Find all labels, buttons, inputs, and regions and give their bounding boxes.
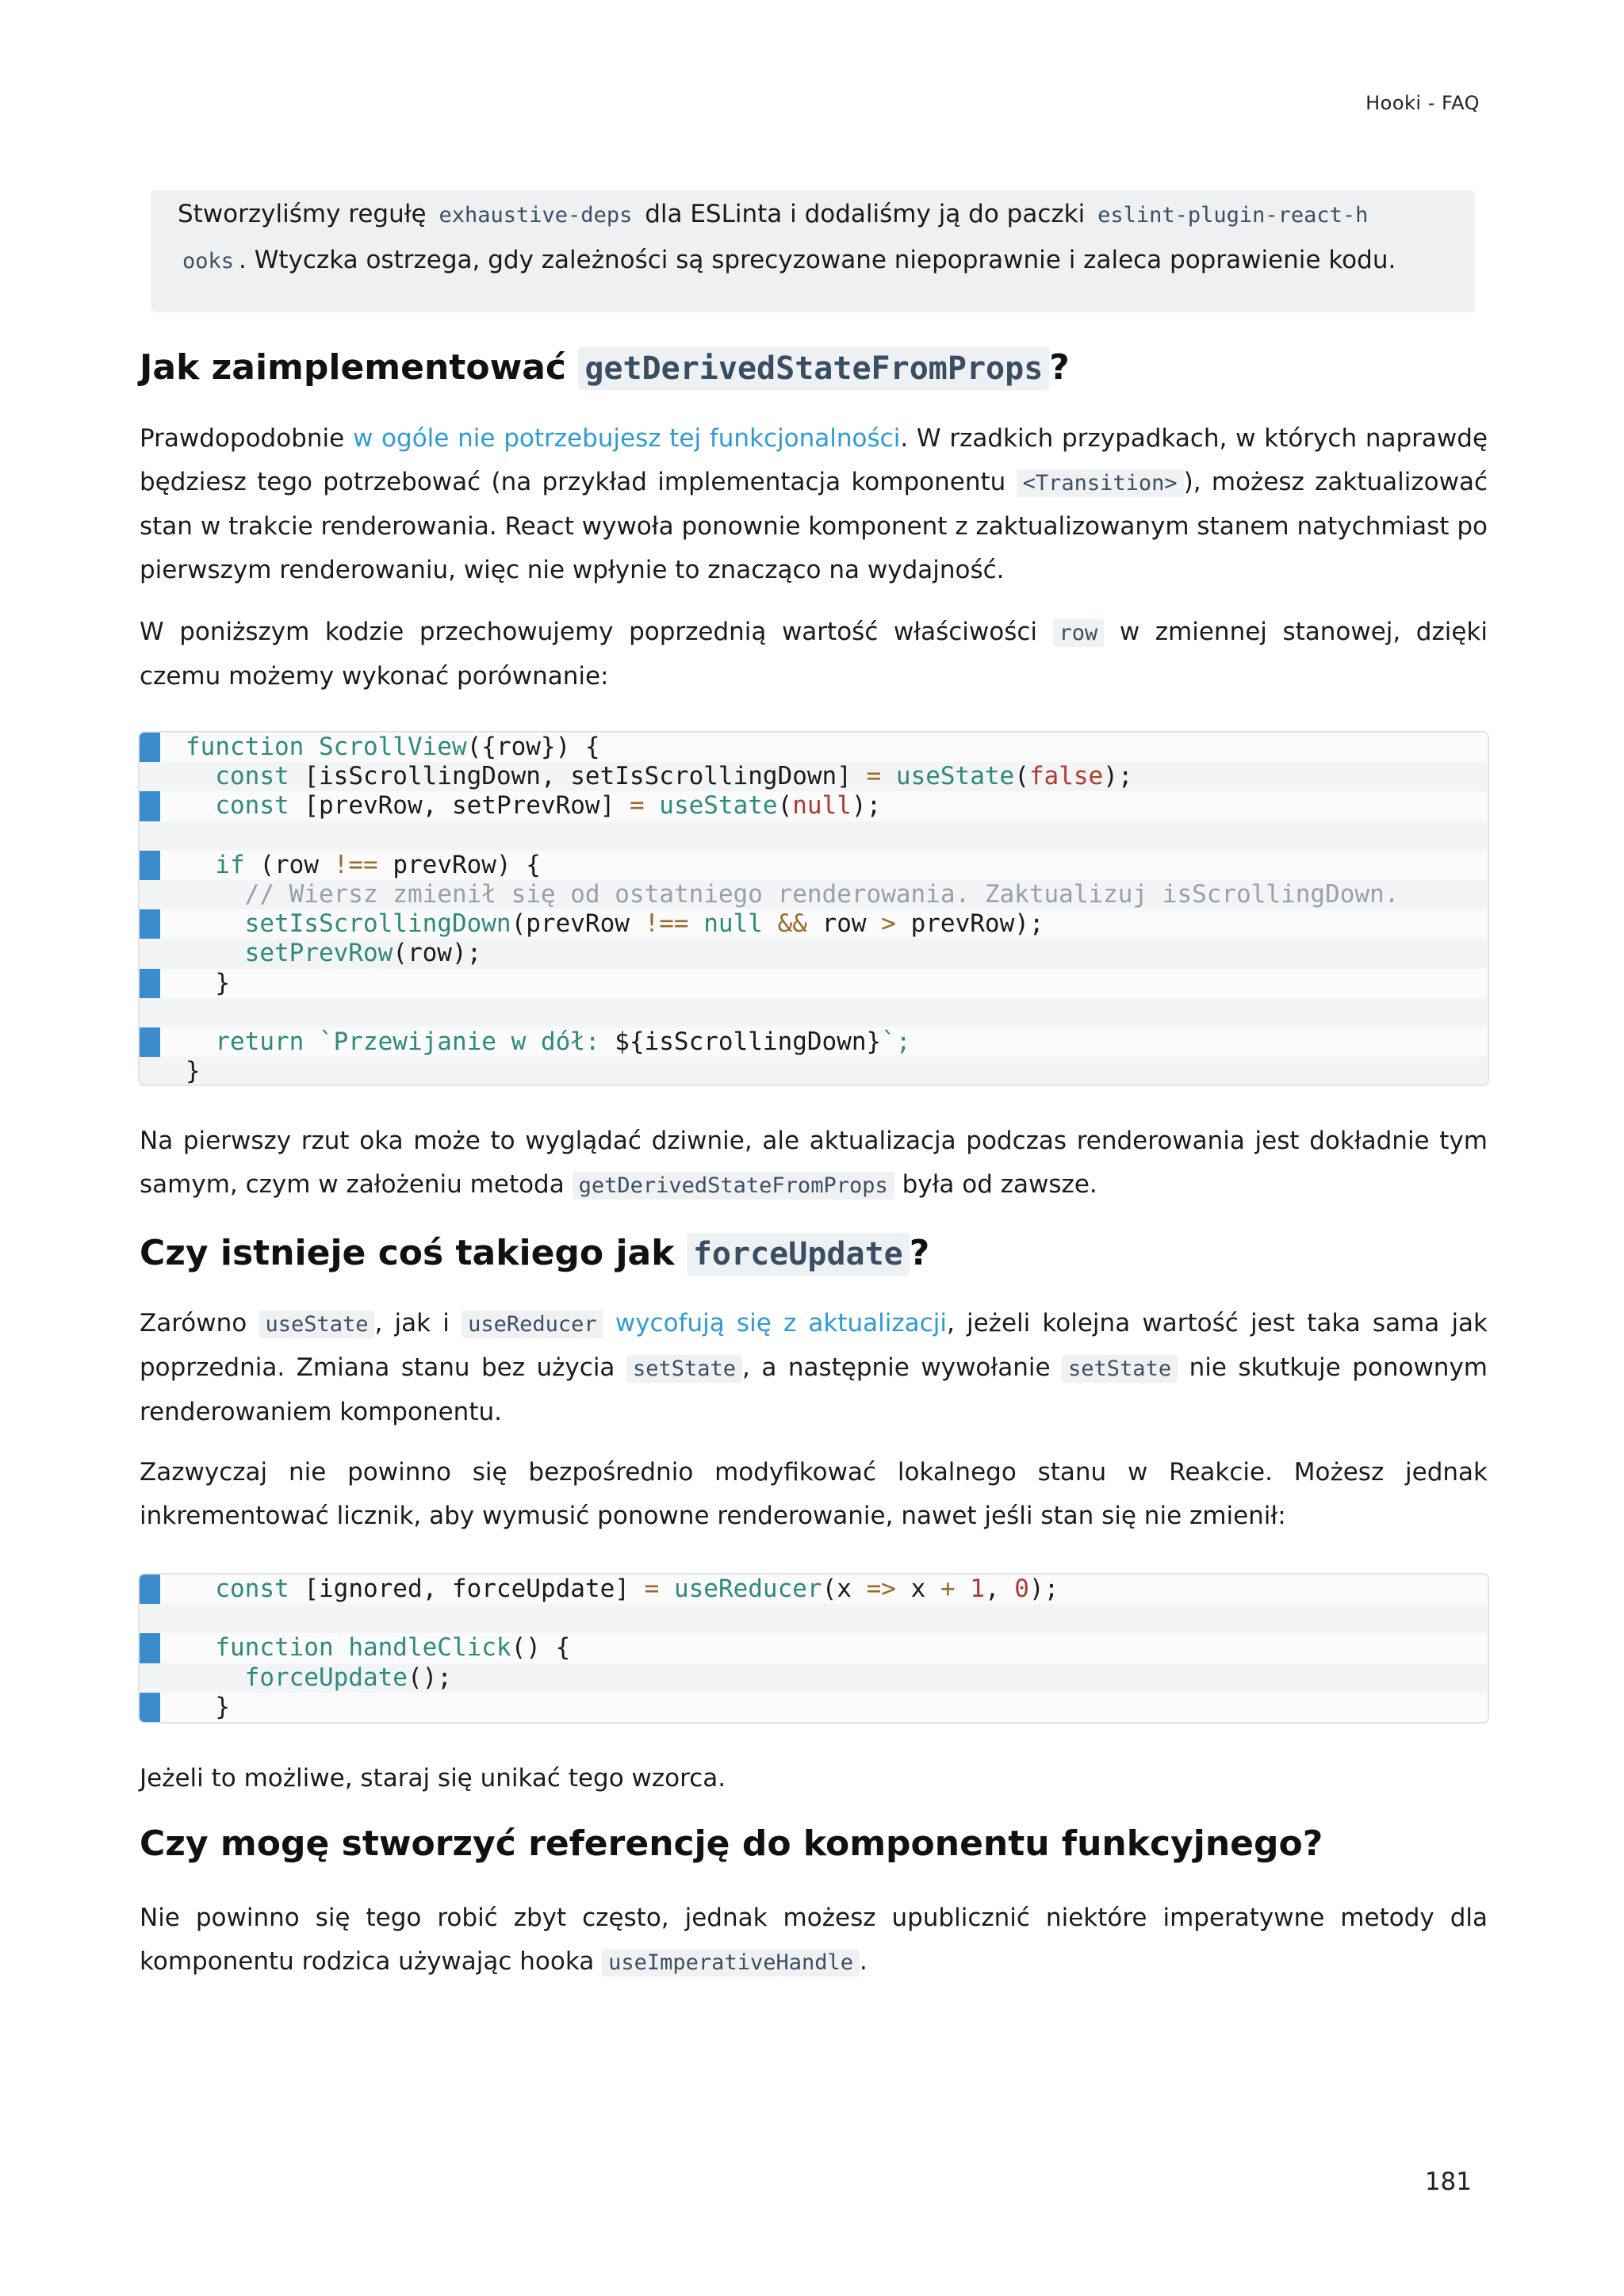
code-token: setIsScrollingDown [244, 909, 511, 939]
paragraph-intro [140, 417, 1488, 592]
code-token: () { [511, 1633, 571, 1663]
code-token: useState [895, 762, 1015, 791]
paragraph-usestate-bailout [140, 1302, 1488, 1434]
code-token: `Przewijanie w dół: [318, 1027, 615, 1056]
code-token: function [215, 1633, 334, 1663]
code-line: const [prevRow, setPrevRow] = useState(null); [215, 791, 882, 821]
code-token: prevRow) { [393, 850, 541, 879]
code-token: ${isScrollingDown} [615, 1027, 882, 1056]
inline-code-setstate: setState [626, 1355, 742, 1383]
paragraph-imperative-handle [140, 1896, 1488, 1984]
code-line: const [isScrollingDown, setIsScrollingDown] = useState(false); [140, 762, 1489, 791]
note-text-part: . Wtyczka ostrzega, gdy zależności są sprecyzowane niepoprawnie i zaleca poprawienie kodu. [239, 246, 1396, 274]
code-token: [ignored, forceUpdate] [304, 1575, 630, 1603]
text-part: , jak i [374, 1309, 462, 1337]
code-line [140, 1604, 1489, 1633]
code-line [186, 733, 1489, 762]
text-part: , jeżeli kolejna wartość jest taka sama jak poprzednia. Zmiana stanu bez użycia [140, 1309, 1488, 1382]
heading-text: Jak zaimplementować [140, 347, 579, 388]
code-token: if [215, 850, 245, 879]
text-part: . [860, 1947, 868, 1976]
running-header: Hooki - FAQ [1365, 92, 1480, 114]
code-token: prevRow); [910, 909, 1044, 939]
inline-code-row: row [1053, 619, 1105, 647]
code-token: (x [822, 1575, 852, 1603]
code-token: handleClick [348, 1633, 511, 1663]
text-part: , a następnie wywołanie [741, 1353, 1063, 1382]
text-part: W poniższym kodzie przechowujemy poprzednią wartość właściwości [140, 618, 1053, 646]
text-part: Na pierwszy rzut oka może to wyglądać dziwnie, ale aktualizacja podczas renderowania jest dokładnie tym samym, czym w założeniu metoda [140, 1127, 1488, 1199]
code-token: `; [881, 1027, 911, 1056]
inline-code-exhaustive-deps: exhaustive-deps [439, 203, 633, 228]
paragraph-increment: Zazwyczaj nie powinno się bezpośrednio modyfikować lokalnego stanu w Reakcie. Możesz jednak inkrementować licznik, aby wymusić ponowne renderowanie, nawet jeśli stan się nie zmienił: [140, 1458, 1488, 1530]
code-token: => [866, 1575, 896, 1603]
text-part: Nie powinno się tego robić zbyt często, jednak możesz upublicznić niektóre imperatywne metody dla komponentu rodzica używając hooka [140, 1904, 1488, 1976]
code-line [186, 1693, 1489, 1722]
code-token: const [215, 791, 289, 821]
code-line [186, 1633, 1489, 1663]
heading-getderivedstate [140, 347, 1070, 388]
heading-text: Czy istnieje coś takiego jak [140, 1233, 687, 1273]
inline-code-plugin: eslint-plugin-react-h [1097, 203, 1369, 228]
code-token: [prevRow, setPrevRow] [304, 791, 615, 821]
inline-code-usereducer: useReducer [462, 1311, 603, 1338]
code-block-forceupdate [138, 1573, 1489, 1724]
code-line [140, 998, 1489, 1027]
code-token: } [215, 968, 230, 997]
code-token: useReducer [673, 1575, 822, 1603]
inline-code-getderivedstate: getDerivedStateFromProps [573, 1172, 894, 1200]
code-token: (row [259, 850, 319, 879]
text-part: ), możesz zaktualizować stan w trakcie renderowania. React wywoła ponownie komponent z zaktualizowanym stanem natychmiast po pierwszym renderowaniu, więc nie wpłynie to znacząco na wydajność. [140, 468, 1488, 584]
code-token: null [703, 909, 763, 939]
code-block-scrollview [138, 731, 1489, 1086]
code-token: } [186, 1057, 201, 1086]
code-token: return [215, 1027, 304, 1056]
code-token: forceUpdate [244, 1663, 408, 1692]
heading-ref-function-component: Czy mogę stworzyć referencję do komponentu funkcyjnego? [140, 1823, 1323, 1864]
code-token: (); [407, 1663, 452, 1692]
inline-code-setstate-2: setState [1062, 1355, 1178, 1383]
text-part: Prawdopodobnie [140, 424, 353, 453]
code-token: = [644, 1575, 660, 1603]
code-token: setPrevRow [244, 939, 393, 968]
code-line [186, 1027, 1489, 1057]
code-token: ScrollView [318, 733, 467, 761]
code-line [140, 821, 1489, 851]
code-token: null [792, 791, 852, 821]
code-token: row [822, 909, 867, 939]
code-token: !== [644, 909, 689, 939]
inline-code-usestate: useState [259, 1311, 374, 1338]
code-line [140, 1057, 1489, 1086]
link-bail-out[interactable]: wycofują się z aktualizacji [615, 1309, 947, 1337]
code-token: 1 [970, 1575, 985, 1603]
text-part: . W rzadkich przypadkach, w których naprawdę będziesz tego potrzebować (na przykład implementacja komponentu [140, 424, 1488, 496]
code-token: useState [659, 791, 778, 821]
paragraph-first-glance [140, 1119, 1488, 1207]
heading-code: forceUpdate [687, 1233, 910, 1276]
code-line [186, 909, 1489, 939]
inline-code-plugin-cont: ooks [182, 249, 235, 274]
code-token: } [215, 1692, 230, 1721]
code-line: const [ignored, forceUpdate] = useReducer(x => x + 1, 0); [215, 1575, 1059, 1603]
note-box [151, 190, 1475, 312]
text-part: była od zawsze. [894, 1170, 1097, 1199]
code-token: const [215, 1575, 289, 1603]
code-token: && [777, 909, 807, 939]
code-token: const [215, 762, 289, 791]
code-token: > [881, 909, 896, 939]
code-content [186, 733, 1489, 1086]
paragraph-avoid-pattern: Jeżeli to możliwe, staraj się unikać tego wzorca. [140, 1764, 726, 1793]
code-line [186, 851, 1489, 880]
code-token: 0 [1014, 1575, 1029, 1603]
page-number: 181 [1424, 2168, 1472, 2196]
heading-end: ? [909, 1233, 930, 1273]
code-line [140, 1663, 1489, 1693]
inline-code-transition: <Transition> [1017, 469, 1184, 497]
code-line [140, 939, 1489, 968]
text-part: nie skutkuje ponownym renderowaniem komponentu. [140, 1353, 1488, 1426]
code-token: x [910, 1575, 926, 1603]
code-token: = [866, 762, 882, 791]
code-token: = [629, 791, 645, 821]
code-token: (row); [393, 939, 482, 968]
code-token: ); [1028, 1575, 1059, 1603]
code-token: !== [333, 850, 378, 879]
note-text [178, 190, 1451, 284]
code-content [186, 1575, 1489, 1722]
code-line [186, 969, 1489, 998]
paragraph-row [140, 610, 1488, 698]
code-token: (prevRow [511, 909, 630, 939]
code-token: + [940, 1575, 956, 1603]
code-line [140, 880, 1489, 909]
text-part: w zmiennej stanowej, dzięki czemu możemy wykonać porównanie: [140, 618, 1488, 691]
code-block-accent-bar [140, 1575, 160, 1722]
link-not-needed[interactable]: w ogóle nie potrzebujesz tej funkcjonalności [352, 424, 901, 453]
note-text-part: dla ESLinta i dodaliśmy ją do paczki [637, 200, 1094, 228]
code-token: [isScrollingDown, setIsScrollingDown] [304, 762, 852, 791]
inline-code-useimperativehandle: useImperativeHandle [602, 1949, 860, 1976]
heading-end: ? [1049, 347, 1070, 388]
code-token: false [1028, 762, 1104, 791]
code-comment: // Wiersz zmienił się od ostatniego renderowania. Zaktualizuj isScrollingDown. [244, 879, 1400, 909]
text-part: Zarówno [140, 1309, 259, 1337]
heading-forceupdate [140, 1233, 929, 1273]
note-text-part: Stworzyliśmy regułę [178, 200, 435, 228]
code-token: function [186, 733, 304, 761]
code-token: ({row}) { [466, 733, 600, 761]
heading-code: getDerivedStateFromProps [578, 347, 1049, 390]
